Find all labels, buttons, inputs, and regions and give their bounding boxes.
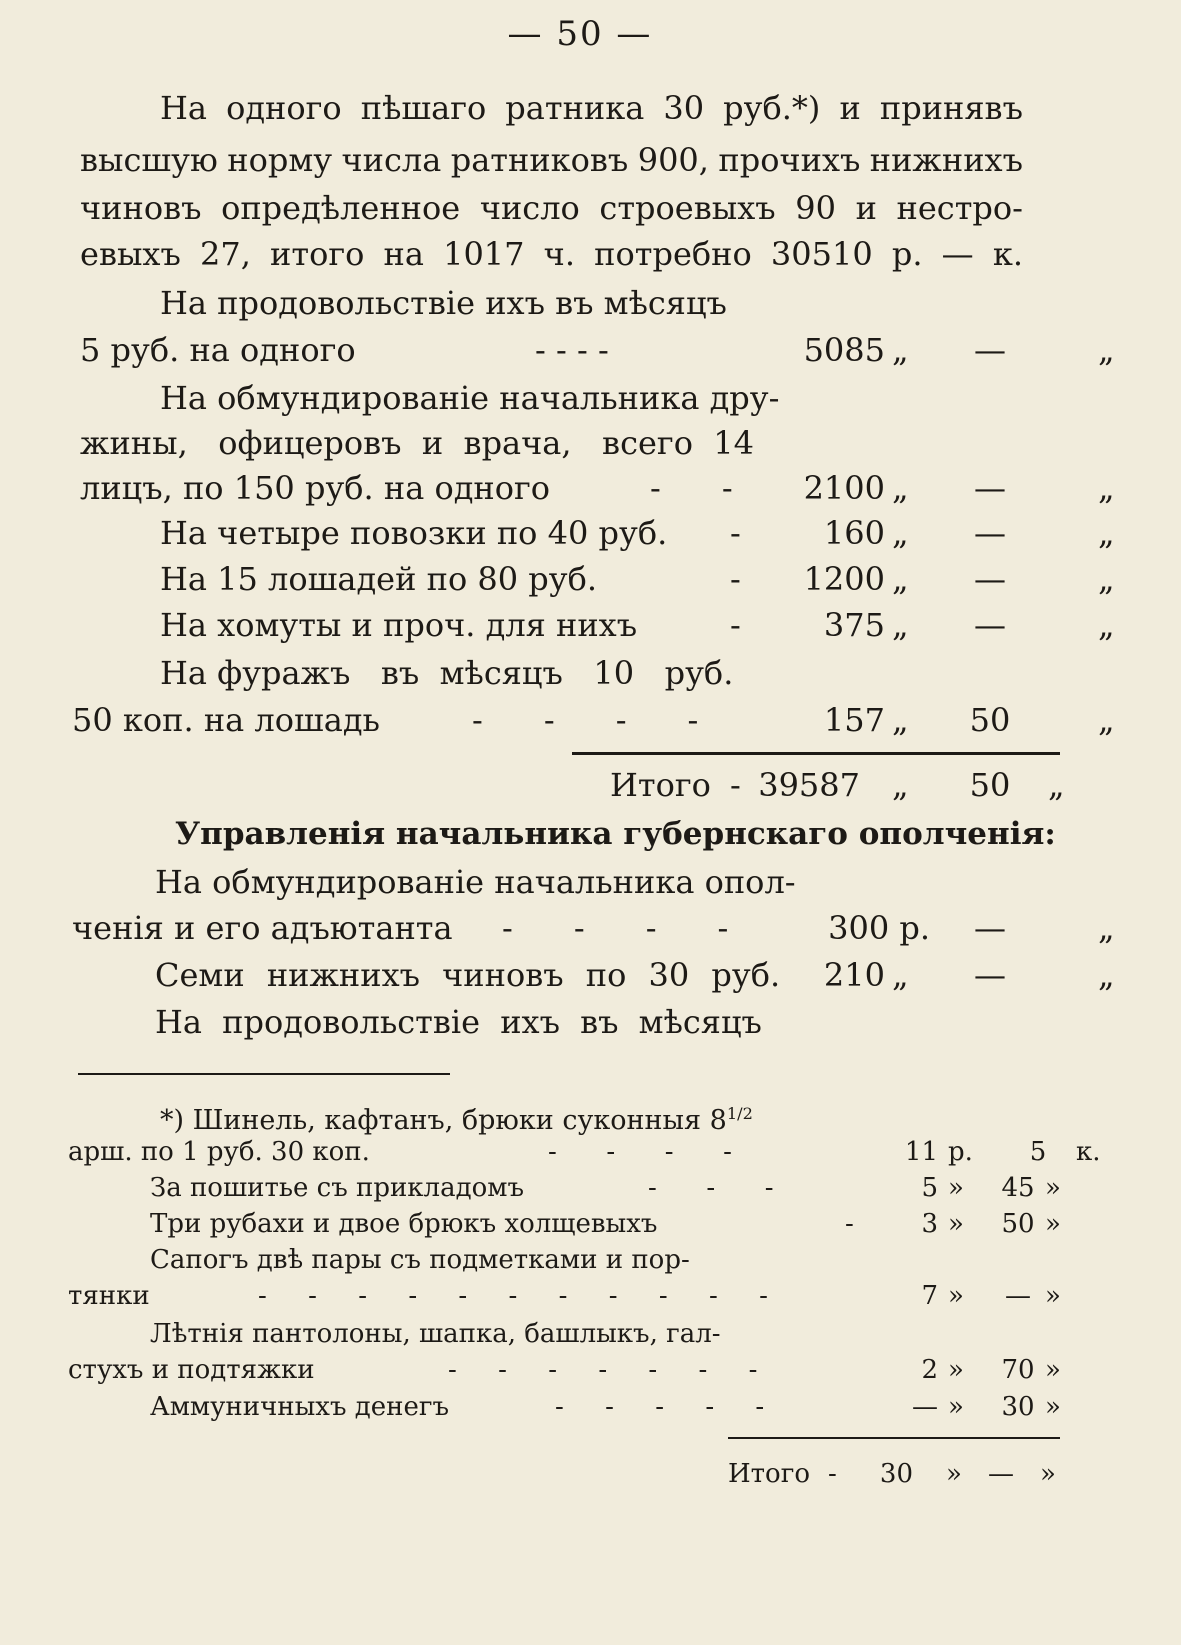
word: евыхъ xyxy=(80,235,181,273)
footnote-total-mark: » xyxy=(946,1459,962,1489)
intro-line-2 xyxy=(80,140,1023,180)
word: 27, xyxy=(199,235,251,273)
total-mark: „ xyxy=(892,766,909,804)
word: 1017 xyxy=(443,235,525,273)
footnote-kopecks: 45 xyxy=(1001,1173,1035,1203)
footnote-end-mark: » xyxy=(1045,1173,1061,1203)
footnote-mark: » xyxy=(948,1209,964,1239)
footnote-end-mark: к. xyxy=(1076,1137,1101,1167)
continuation-line: На продовольствіе ихъ въ мѣсяцъ xyxy=(155,1003,762,1041)
word: нижнихъ xyxy=(869,141,1023,179)
entry-amount: 157 xyxy=(823,701,885,739)
ledger-entry xyxy=(72,700,1115,740)
entry-amount: 160 xyxy=(823,514,885,552)
word: 900, xyxy=(637,141,709,179)
entry-text: На четыре повозки по 40 руб. xyxy=(160,514,668,552)
footnote-amount: — xyxy=(912,1392,938,1422)
entry-text: На 15 лошадей по 80 руб. xyxy=(160,560,598,598)
entry-amount: 1200 xyxy=(803,560,885,598)
footnote-amount: 11 xyxy=(904,1137,938,1167)
footnote-row xyxy=(150,1390,1061,1424)
footnote-intro-text: *) Шинель, кафтанъ, брюки суконныя 8 xyxy=(160,1105,727,1136)
entry-text: На хомуты и проч. для нихъ xyxy=(160,606,638,644)
entry-mark: „ xyxy=(892,469,909,507)
footnote-dashes: - - - - - - - xyxy=(448,1355,758,1385)
entry-kopecks: — xyxy=(974,514,1006,552)
footnote-separator xyxy=(78,1073,450,1075)
word: числа xyxy=(341,141,442,179)
footnote-end-mark: » xyxy=(1045,1209,1061,1239)
entry-amount: 2100 xyxy=(803,469,885,507)
entry-end-mark: „ xyxy=(1098,514,1115,552)
footnote-mark: » xyxy=(948,1392,964,1422)
footnote-row xyxy=(68,1279,1061,1313)
word: р. xyxy=(891,235,923,273)
footnote-total-dash: - xyxy=(828,1459,837,1489)
footnote-end-mark: » xyxy=(1045,1392,1061,1422)
footnote-total-end-mark: » xyxy=(1040,1459,1056,1489)
entry-mark: „ xyxy=(892,331,909,369)
item-pre-line: жины, офицеровъ и врача, всего 14 xyxy=(80,424,755,462)
ledger-entry xyxy=(160,559,1115,599)
footnote-total xyxy=(728,1457,1058,1491)
item-pre-line: На фуражъ въ мѣсяцъ 10 руб. xyxy=(160,654,734,692)
footnote-mark: » xyxy=(948,1281,964,1311)
word: 30 xyxy=(663,89,705,127)
entry-dashes: - - - - xyxy=(502,909,729,947)
word: прочихъ xyxy=(718,141,861,179)
entry-end-mark: „ xyxy=(1098,560,1115,598)
footnote-text: стухъ и подтяжки xyxy=(68,1355,315,1385)
footnote-row xyxy=(68,1135,1101,1169)
total-end-mark: „ xyxy=(1048,766,1065,804)
entry-text: лицъ, по 150 руб. на одного xyxy=(80,469,551,507)
word: На xyxy=(160,89,207,127)
entry-amount: 5085 xyxy=(803,331,885,369)
footnote-kopecks: 5 xyxy=(1029,1137,1047,1167)
entry-end-mark: „ xyxy=(1098,469,1115,507)
word: пѣшаго xyxy=(360,89,487,127)
fraction: 1/2 xyxy=(726,1104,753,1123)
footnote-kopecks: 30 xyxy=(1001,1392,1035,1422)
entry-dashes: - - xyxy=(650,469,733,507)
word: на xyxy=(383,235,424,273)
word: норму xyxy=(227,141,333,179)
footnote-total-label: Итого xyxy=(728,1459,810,1489)
entry-kopecks: — xyxy=(974,560,1006,598)
entry-end-mark: „ xyxy=(1098,606,1115,644)
ledger-entry xyxy=(155,955,1115,995)
word: число xyxy=(479,189,580,227)
entry-kopecks: — xyxy=(974,909,1006,947)
word: ратниковъ xyxy=(450,141,629,179)
word: 30510 xyxy=(770,235,873,273)
word: ратника xyxy=(505,89,645,127)
footnote-mark: » xyxy=(948,1355,964,1385)
entry-dashes: - xyxy=(730,514,741,552)
word: принявъ xyxy=(879,89,1023,127)
intro-line-1 xyxy=(160,88,1023,128)
entry-kopecks: 50 xyxy=(969,701,1011,739)
entry-dashes: - - - - xyxy=(472,701,699,739)
entry-mark: „ xyxy=(892,701,909,739)
footnote-amount: 3 xyxy=(921,1209,938,1239)
ledger-entry xyxy=(80,468,1115,508)
page-number: — 50 — xyxy=(507,14,653,54)
entry-mark: „ xyxy=(892,560,909,598)
entry-mark: „ xyxy=(892,514,909,552)
entry-kopecks: — xyxy=(974,469,1006,507)
entry-dashes: - xyxy=(730,606,741,644)
word: — xyxy=(941,235,974,273)
total-kopecks: 50 xyxy=(969,766,1011,804)
total-amount: 39587 xyxy=(758,766,860,804)
entry-kopecks: — xyxy=(974,606,1006,644)
word: опредѣленное xyxy=(221,189,461,227)
footnote-mark: » xyxy=(948,1173,964,1203)
intro-line-4 xyxy=(80,234,1023,274)
footnote-kopecks: 50 xyxy=(1001,1209,1035,1239)
entry-text: ченія и его адъютанта xyxy=(72,909,453,947)
sum-rule xyxy=(572,752,1060,755)
word: 90 xyxy=(795,189,836,227)
entry-amount: 375 xyxy=(823,606,885,644)
footnote-dashes: - - - - - xyxy=(555,1392,765,1422)
footnote-end-mark: » xyxy=(1045,1355,1061,1385)
entry-text: Семи нижнихъ чиновъ по 30 руб. xyxy=(155,956,781,994)
footnote-text: тянки xyxy=(68,1281,150,1311)
footnote-intro xyxy=(160,1097,753,1138)
footnote-text: арш. по 1 руб. 30 коп. xyxy=(68,1137,370,1167)
entry-mark: „ xyxy=(892,606,909,644)
footnote-mark: р. xyxy=(948,1137,973,1167)
ledger-entry xyxy=(160,513,1115,553)
intro-line-3 xyxy=(80,188,1023,228)
footnote-kopecks: 70 xyxy=(1001,1355,1035,1385)
word: и xyxy=(855,189,877,227)
total-entry xyxy=(610,765,1065,805)
entry-end-mark: „ xyxy=(1098,956,1115,994)
item-pre-line: На обмундированіе начальника дру- xyxy=(160,379,780,417)
word: нестро- xyxy=(896,189,1023,227)
word: потребно xyxy=(594,235,752,273)
footnote-amount: 2 xyxy=(921,1355,938,1385)
footnote-text: Аммуничныхъ денегъ xyxy=(150,1392,450,1422)
footnote-row xyxy=(150,1171,1061,1205)
entry-end-mark: „ xyxy=(1098,331,1115,369)
total-label: Итого xyxy=(610,766,711,804)
entry-dashes: - - - - xyxy=(535,331,609,369)
footnote-text: Три рубахи и двое брюкъ холщевыхъ xyxy=(150,1209,658,1239)
word: высшую xyxy=(80,141,218,179)
entry-kopecks: — xyxy=(974,956,1006,994)
ledger-entry xyxy=(72,908,1115,948)
word: и xyxy=(839,89,861,127)
ledger-entry xyxy=(160,605,1115,645)
entry-dashes: - xyxy=(730,560,741,598)
footnote-pre-line: Лѣтнія пантолоны, шапка, башлыкъ, гал- xyxy=(150,1319,721,1349)
ledger-entry xyxy=(80,330,1115,370)
entry-mark: „ xyxy=(892,956,909,994)
entry-kopecks: — xyxy=(974,331,1006,369)
word: руб.*) xyxy=(723,89,821,127)
footnote-text: За пошитье съ прикладомъ xyxy=(150,1173,525,1203)
footnote-total-amount: 30 xyxy=(879,1459,913,1489)
footnote-total-kopecks: — xyxy=(988,1459,1014,1489)
footnote-row xyxy=(68,1353,1061,1387)
entry-end-mark: „ xyxy=(1098,909,1115,947)
section-heading: Управленія начальника губернскаго ополченія: xyxy=(175,816,1056,852)
footnote-dashes: - xyxy=(845,1209,854,1239)
entry-text: 5 руб. на одного xyxy=(80,331,356,369)
footnote-dashes: - - - - - - - - - - - xyxy=(258,1281,768,1311)
footnote-amount: 7 xyxy=(921,1281,938,1311)
total-dash: - xyxy=(730,766,741,804)
word: строевыхъ xyxy=(599,189,776,227)
entry-amount: 300 р. xyxy=(828,909,930,947)
footnote-pre-line: Сапогъ двѣ пары съ подметками и пор- xyxy=(150,1245,690,1275)
footnote-amount: 5 xyxy=(921,1173,938,1203)
footnote-dashes: - - - - xyxy=(548,1137,732,1167)
entry-text: 50 коп. на лошадь xyxy=(72,701,380,739)
footnote-row xyxy=(150,1207,1061,1241)
word: итого xyxy=(270,235,365,273)
footnote-dashes: - - - xyxy=(648,1173,774,1203)
entry-amount: 210 xyxy=(823,956,885,994)
word: одного xyxy=(226,89,342,127)
footnote-sum-rule xyxy=(728,1437,1060,1439)
word: ч. xyxy=(543,235,575,273)
footnote-end-mark: » xyxy=(1045,1281,1061,1311)
item-pre-line: На обмундированіе начальника опол- xyxy=(155,863,796,901)
item-pre-line: На продовольствіе ихъ въ мѣсяцъ xyxy=(160,284,727,322)
word: к. xyxy=(992,235,1023,273)
footnote-kopecks: — xyxy=(1005,1281,1031,1311)
word: чиновъ xyxy=(80,189,202,227)
entry-end-mark: „ xyxy=(1098,701,1115,739)
